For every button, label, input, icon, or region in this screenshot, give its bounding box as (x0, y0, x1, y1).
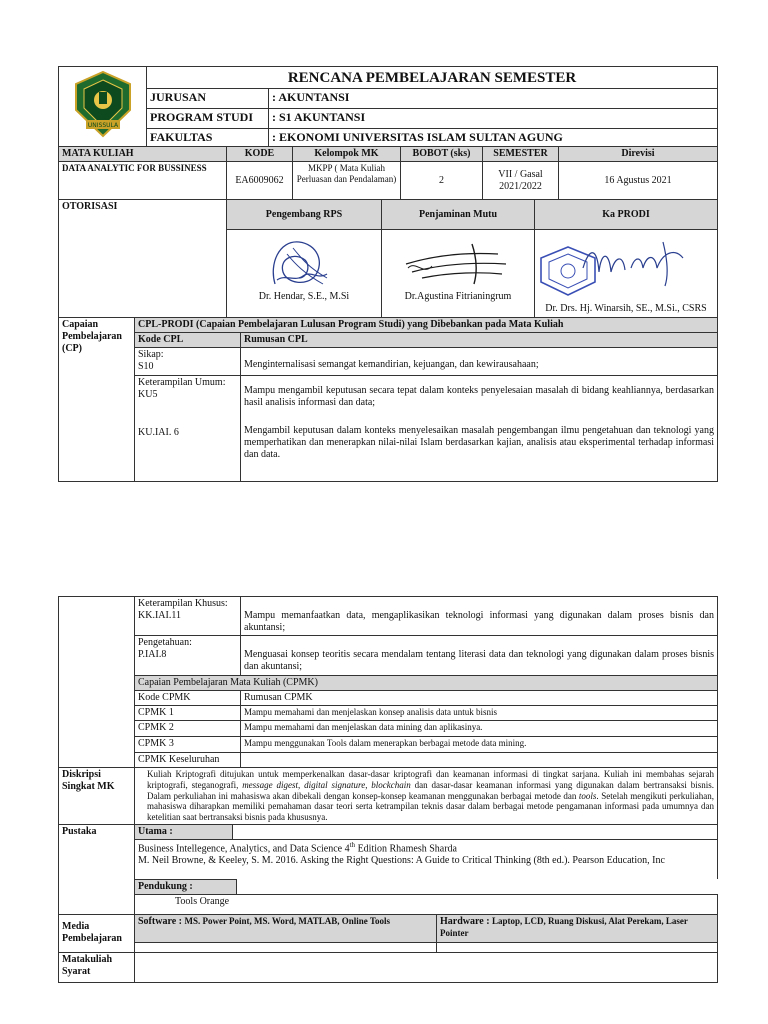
p-label: Pengetahuan: (138, 637, 192, 648)
role-penjaminan: Penjaminan Mutu (382, 200, 535, 230)
course-code: EA6009062 (227, 162, 293, 200)
p-code-cell (135, 636, 241, 676)
rps-page-2 (58, 596, 718, 983)
cpmk-3-text: Mampu menggunakan Tools dalam menerapkan berbagai metode data mining. (241, 737, 718, 753)
cp-label-continued (59, 597, 135, 768)
cpmk-1-text: Mampu memahami dan menjelaskan konsep analisis data untuk bisnis (241, 706, 718, 721)
name-pengembang: Dr. Hendar, S.E., M.Si (258, 291, 350, 302)
p-text: Menguasai konsep teoritis secara mendalam tentang literasi data dan teknologi yang digunakan dalam proses bisnis dan akuntansi; (241, 636, 718, 676)
desc-text: Kuliah Kriptografi ditujukan untuk memperkenalkan dasar-dasar kriptografi dan keamanan informasi di tingkat sarjana. Kuliah ini membahas sejarah kriptografi, steganografi, message digest, digital signature, blockchain dan dasar-dasar keamanan informasi yang digunakan dalam bertransaksi bisnis. Dalam perkuliahan ini mahasiswa akan dibekali dengan konsep-konsep keamanan menggunakan berbagai metode dan tools. Setelah mengikuti perkuliahan, mahasiswa diharapkan memiliki pemahaman dasar teori serta ketrampilan teknis dasar dalam berbagai metode pengamanan informasi pada umumnya dan ketelitian saat bertransaksi bisnis pada khususnya. (135, 768, 718, 825)
name-penjaminan: Dr.Agustina Fitrianingrum (404, 291, 512, 302)
sikap-label: Sikap: (138, 349, 164, 360)
signature-agustina-icon (402, 242, 512, 286)
otorisasi-label: OTORISASI (59, 200, 227, 318)
ku-text: Mampu mengambil keputusan secara tepat dalam konteks penyelesaian masalah di bidang keahliannya, berdasarkan hasil analisis informasi dan data; (244, 385, 714, 408)
col-bobot: BOBOT (sks) (401, 147, 483, 162)
cpmk-overall-text (241, 753, 718, 768)
utama-ref-2: M. Neil Browne, & Keeley, S. M. 2016. Asking the Right Questions: A Guide to Critical Thinking (8th ed.). Pearson Education, Inc (138, 855, 665, 867)
signature-hendar-icon (265, 234, 335, 292)
cpmk-2-text: Mampu memahami dan menjelaskan data mining dan aplikasinya. (241, 721, 718, 737)
course-name: DATA ANALYTIC FOR BUSSINESS (59, 162, 227, 200)
prereq-label: Matakuliah Syarat (59, 952, 135, 982)
software-cell: Software : MS. Power Point, MS. Word, MATLAB, Online Tools (135, 914, 437, 942)
cp-label: Capaian Pembelajaran (CP) (59, 318, 135, 482)
role-pengembang: Pengembang RPS (227, 200, 382, 230)
pendukung-ref-1: Tools Orange (135, 894, 718, 914)
ku-label: Keterampilan Umum: (138, 377, 226, 388)
utama-label: Utama : (135, 824, 233, 839)
col-kelompok: Kelompok MK (293, 147, 401, 162)
cpmk-overall: CPMK Keseluruhan (135, 753, 241, 768)
cpl-table (58, 317, 718, 482)
course-credits: 2 (401, 162, 483, 200)
cpmk-1-code: CPMK 1 (135, 706, 241, 721)
description-table (58, 767, 718, 825)
jurusan-label: JURUSAN (147, 89, 269, 109)
kuiai-code: KU.IAI. 6 (138, 427, 179, 438)
kuiai-text: Mengambil keputusan dalam konteks menyelesaikan masalah pengembangan ilmu pengetahuan dan teknologi yang memperhatikan dan menerapkan nilai-nilai Islam berdasarkan kajian, analisis atau eksperimental terhadap informasi dan data. (244, 425, 714, 460)
kk-code-cell (135, 597, 241, 636)
cpl-col-code: Kode CPL (135, 333, 241, 348)
signature-penjaminan (382, 230, 535, 318)
signature-winarsih-icon (579, 238, 689, 288)
desc-label: Diskripsi Singkat MK (59, 768, 135, 825)
role-kaprodi: Ka PRODI (535, 200, 718, 230)
media-label: Media Pembelajaran (59, 914, 135, 952)
utama-refs (135, 839, 718, 879)
col-kode: KODE (227, 147, 293, 162)
pendukung-label: Pendukung : (135, 879, 237, 894)
cpmk-2-code: CPMK 2 (135, 721, 241, 737)
utama-ref-1: Business Intellegence, Analytics, and Data Science 4th Edition Rhamesh Sharda (138, 840, 457, 855)
p-code: P.IAI.8 (138, 649, 167, 660)
header-table (58, 66, 718, 147)
course-revised: 16 Agustus 2021 (559, 162, 718, 200)
sikap-code: S10 (138, 361, 154, 372)
fakultas-label: FAKULTAS (147, 129, 269, 147)
kk-code: KK.IAI.11 (138, 610, 181, 621)
cpmk-col-code: Kode CPMK (135, 691, 241, 706)
course-info-table (58, 146, 718, 200)
rps-page-1 (58, 66, 718, 482)
unissula-logo-icon (72, 70, 134, 140)
pustaka-label: Pustaka (59, 824, 135, 914)
prereq-value (135, 952, 718, 982)
cpl-col-formula: Rumusan CPL (241, 333, 718, 348)
document-title: RENCANA PEMBELAJARAN SEMESTER (147, 67, 718, 89)
signature-kaprodi (535, 230, 718, 318)
pustaka-table (58, 824, 718, 915)
university-logo-cell (59, 67, 147, 147)
ku-code: KU5 (138, 389, 158, 400)
kk-label: Keterampilan Khusus: (138, 598, 228, 609)
cpl-ku-code-cell (135, 376, 241, 482)
col-semester: SEMESTER (483, 147, 559, 162)
media-table (58, 914, 718, 983)
kk-text: Mampu memanfaatkan data, mengaplikasikan teknologi informasi yang digunakan dalam proses bisnis dan akuntansi; (241, 597, 718, 636)
cpmk-title: Capaian Pembelajaran Mata Kuliah (CPMK) (135, 676, 718, 691)
cpmk-col-formula: Rumusan CPMK (241, 691, 718, 706)
cpl-continued-table (58, 596, 718, 768)
fakultas-value: : EKONOMI UNIVERSITAS ISLAM SULTAN AGUNG (269, 129, 718, 147)
prodi-label: PROGRAM STUDI (147, 109, 269, 129)
jurusan-value: : AKUNTANSI (269, 89, 718, 109)
hardware-cell: Hardware : Laptop, LCD, Ruang Diskusi, Alat Perekam, Laser Pointer (437, 914, 718, 942)
signature-pengembang (227, 230, 382, 318)
cpmk-3-code: CPMK 3 (135, 737, 241, 753)
prodi-value: : S1 AKUNTANSI (269, 109, 718, 129)
col-mata-kuliah: MATA KULIAH (59, 147, 227, 162)
svg-text:UNISSULA: UNISSULA (87, 121, 118, 129)
course-group: MKPP ( Mata Kuliah Perluasan dan Pendalaman) (293, 162, 401, 200)
cpl-section-title: CPL-PRODI (Capaian Pembelajaran Lulusan Program Studi) yang Dibebankan pada Mata Kuliah (135, 318, 718, 333)
sikap-text: Menginternalisasi semangat kemandirian, kejuangan, dan kewirausahaan; (241, 348, 718, 376)
cpl-ku-text-cell (241, 376, 718, 482)
authorization-table (58, 199, 718, 318)
cpl-sikap-code-cell (135, 348, 241, 376)
course-semester: VII / Gasal 2021/2022 (483, 162, 559, 200)
name-kaprodi: Dr. Drs. Hj. Winarsih, SE., M.Si., CSRS (545, 303, 707, 314)
col-direvisi: Direvisi (559, 147, 718, 162)
